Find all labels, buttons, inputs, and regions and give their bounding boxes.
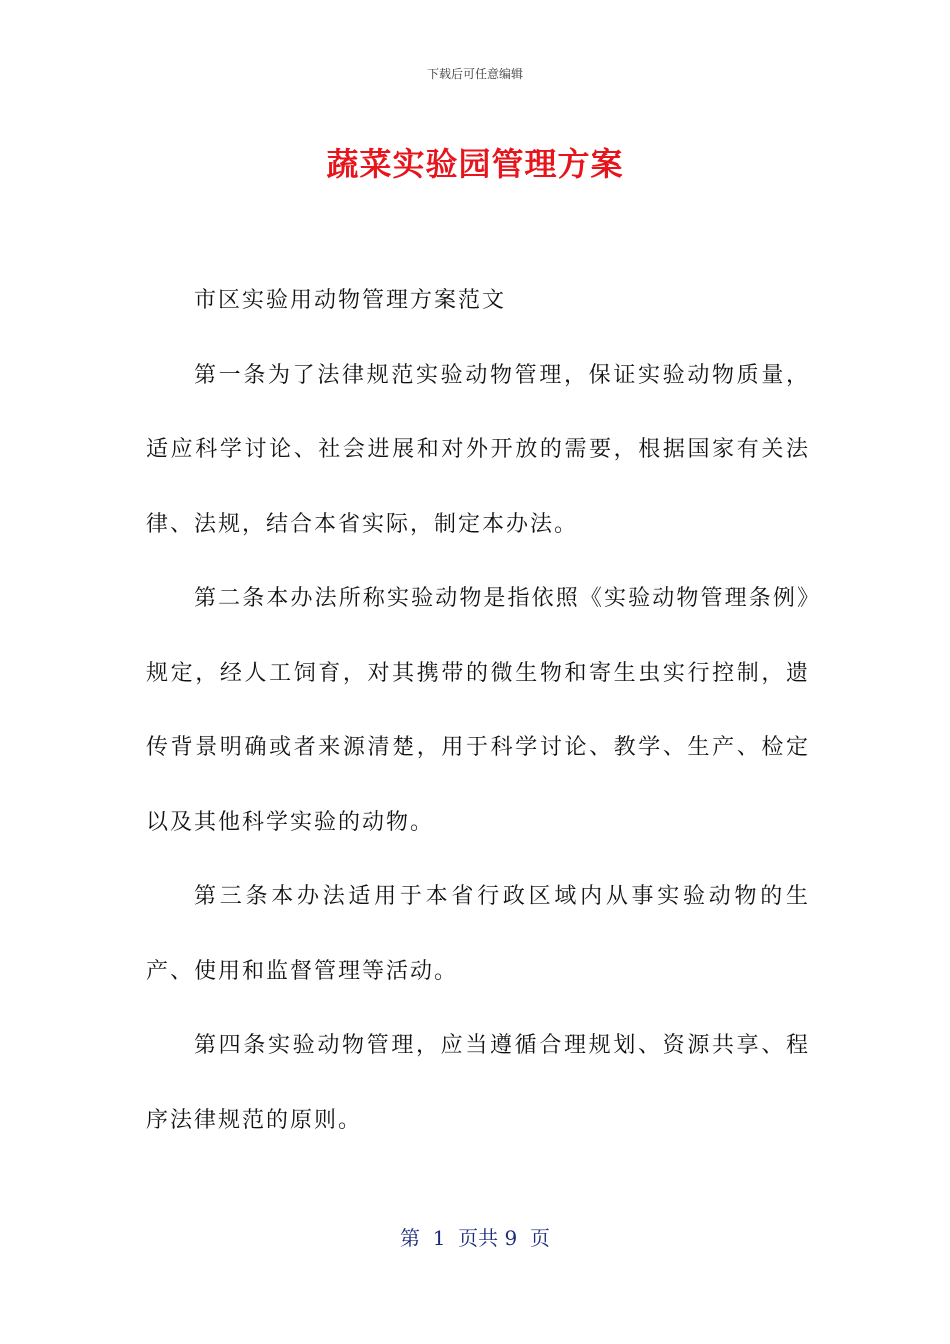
paragraph-article-4: 第四条实验动物管理，应当遵循合理规划、资源共享、程序法律规范的原则。 <box>146 1033 810 1133</box>
paragraph-article-2: 第二条本办法所称实验动物是指依照《实验动物管理条例》规定，经人工饲育，对其携带的微生物和寄生虫实行控制，遗传背景明确或者来源清楚，用于科学讨论、教学、生产、检定以及其他科学实验的动物。 <box>146 586 810 835</box>
document-body <box>146 264 810 1158</box>
page-number-footer: 第 1 页共 9 页 <box>400 1226 550 1250</box>
document-title: 蔬菜实验园管理方案 <box>326 145 624 183</box>
paragraph-article-3: 第三条本办法适用于本省行政区域内从事实验动物的生产、使用和监督管理等活动。 <box>146 884 810 984</box>
paragraph-article-1: 第一条为了法律规范实验动物管理，保证实验动物质量，适应科学讨论、社会进展和对外开放的需要，根据国家有关法律、法规，结合本省实际，制定本办法。 <box>146 362 810 537</box>
paragraph-subtitle: 市区实验用动物管理方案范文 <box>194 288 507 313</box>
page-header-note: 下载后可任意编辑 <box>426 67 523 81</box>
